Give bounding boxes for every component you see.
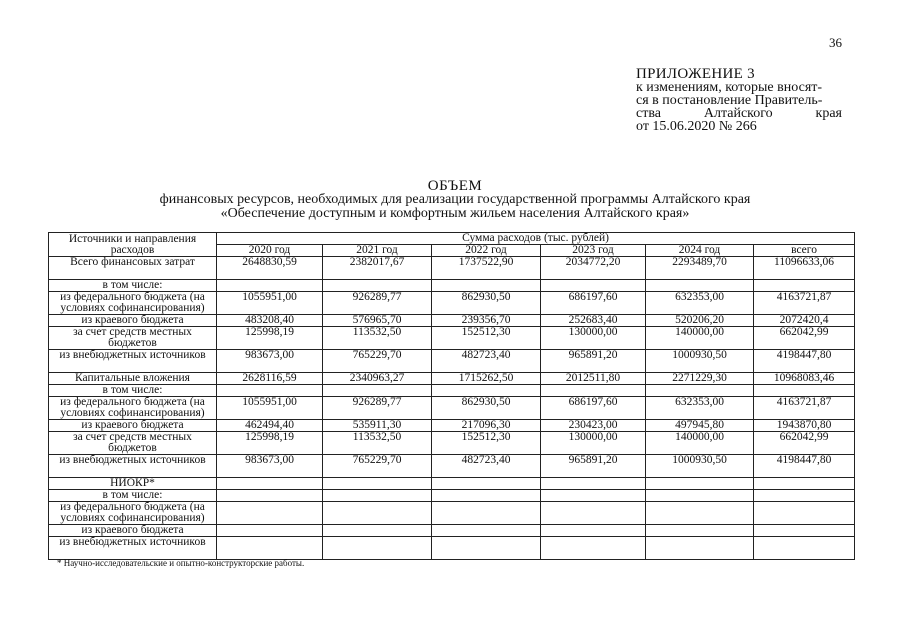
value-cell: 520206,20: [646, 315, 754, 327]
value-cell: [541, 385, 646, 397]
table-row: [49, 432, 855, 455]
table-row: [49, 490, 855, 502]
value-cell: [646, 280, 754, 292]
value-cell: 1055951,00: [217, 397, 323, 420]
value-cell: 152512,30: [432, 327, 541, 350]
value-cell: [432, 537, 541, 560]
value-cell: 2382017,67: [323, 257, 432, 280]
year-header: 2023 год: [541, 245, 646, 257]
appendix-line: к изменениям, которые вносят-: [636, 80, 823, 95]
value-cell: 632353,00: [646, 292, 754, 315]
value-cell: 483208,40: [217, 315, 323, 327]
value-cell: 1055951,00: [217, 292, 323, 315]
value-cell: 217096,30: [432, 420, 541, 432]
value-cell: [323, 385, 432, 397]
value-cell: [646, 537, 754, 560]
row-label: из краевого бюджета: [49, 525, 217, 537]
row-label: в том числе:: [49, 385, 217, 397]
value-cell: [541, 525, 646, 537]
value-cell: 765229,70: [323, 455, 432, 478]
table-row: [49, 525, 855, 537]
footnote: * Научно-исследовательские и опытно-конструкторские работы.: [57, 558, 305, 568]
title-line: «Обеспечение доступным и комфортным жильем населения Алтайского края»: [220, 206, 690, 221]
page-number: 36: [829, 35, 842, 50]
value-cell: 4198447,80: [754, 350, 855, 373]
value-cell: 926289,77: [323, 292, 432, 315]
value-cell: 140000,00: [646, 432, 754, 455]
value-cell: 1943870,80: [754, 420, 855, 432]
value-cell: 862930,50: [432, 292, 541, 315]
value-cell: 130000,00: [541, 432, 646, 455]
value-cell: [323, 525, 432, 537]
row-label: из федерального бюджета (на условиях софинансирования): [49, 502, 217, 525]
value-cell: 2072420,4: [754, 315, 855, 327]
value-cell: 632353,00: [646, 397, 754, 420]
value-cell: [541, 502, 646, 525]
value-cell: 2340963,27: [323, 373, 432, 385]
value-cell: [432, 502, 541, 525]
value-cell: [754, 525, 855, 537]
value-cell: 152512,30: [432, 432, 541, 455]
row-label: из внебюджетных источников: [49, 455, 217, 478]
expenses-table: [48, 232, 855, 560]
value-cell: [541, 490, 646, 502]
value-cell: [217, 525, 323, 537]
title-line: финансовых ресурсов, необходимых для реализации государственной программы Алтайского края: [159, 192, 751, 207]
table-row: [49, 315, 855, 327]
table-row: [49, 397, 855, 420]
year-header: 2020 год: [217, 245, 323, 257]
source-header: Источники и направления расходов: [49, 233, 217, 257]
value-cell: 576965,70: [323, 315, 432, 327]
value-cell: 662042,99: [754, 327, 855, 350]
value-cell: [217, 490, 323, 502]
value-cell: 130000,00: [541, 327, 646, 350]
value-cell: [646, 502, 754, 525]
value-cell: [217, 478, 323, 490]
value-cell: 926289,77: [323, 397, 432, 420]
value-cell: 965891,20: [541, 350, 646, 373]
document-title: [40, 179, 870, 221]
value-cell: 482723,40: [432, 350, 541, 373]
value-cell: 1000930,50: [646, 455, 754, 478]
value-cell: 462494,40: [217, 420, 323, 432]
value-cell: [432, 490, 541, 502]
value-cell: 252683,40: [541, 315, 646, 327]
value-cell: [541, 478, 646, 490]
value-cell: [646, 385, 754, 397]
table-row: [49, 280, 855, 292]
value-cell: 535911,30: [323, 420, 432, 432]
row-label: из внебюджетных источников: [49, 537, 217, 560]
table-row: [49, 478, 855, 490]
value-cell: [323, 478, 432, 490]
value-cell: 1737522,90: [432, 257, 541, 280]
year-header: 2021 год: [323, 245, 432, 257]
row-label: Всего финансовых затрат: [49, 257, 217, 280]
row-label: из внебюджетных источников: [49, 350, 217, 373]
value-cell: 10968083,46: [754, 373, 855, 385]
value-cell: 862930,50: [432, 397, 541, 420]
appendix-line: от 15.06.2020 № 266: [636, 119, 757, 134]
value-cell: [217, 385, 323, 397]
value-cell: [541, 537, 646, 560]
value-cell: 2271229,30: [646, 373, 754, 385]
row-label: Капитальные вложения: [49, 373, 217, 385]
value-cell: 686197,60: [541, 397, 646, 420]
value-cell: [646, 525, 754, 537]
value-cell: 686197,60: [541, 292, 646, 315]
value-cell: 2628116,59: [217, 373, 323, 385]
row-label: в том числе:: [49, 280, 217, 292]
row-label: за счет средств местных бюджетов: [49, 327, 217, 350]
table-row: [49, 257, 855, 280]
value-cell: 140000,00: [646, 327, 754, 350]
value-cell: 965891,20: [541, 455, 646, 478]
value-cell: [217, 537, 323, 560]
table-row: [49, 455, 855, 478]
value-cell: 4163721,87: [754, 292, 855, 315]
value-cell: [754, 478, 855, 490]
title-line: ОБЪЕМ: [427, 178, 483, 194]
value-cell: [754, 280, 855, 292]
value-cell: 4163721,87: [754, 397, 855, 420]
value-cell: 2648830,59: [217, 257, 323, 280]
value-cell: [646, 478, 754, 490]
value-cell: 983673,00: [217, 350, 323, 373]
value-cell: 230423,00: [541, 420, 646, 432]
value-cell: [323, 490, 432, 502]
table-row: [49, 385, 855, 397]
table-row: [49, 537, 855, 560]
value-cell: [217, 502, 323, 525]
row-label: НИОКР*: [49, 478, 217, 490]
value-cell: [323, 502, 432, 525]
value-cell: [217, 280, 323, 292]
table-row: [49, 502, 855, 525]
amount-header: Сумма расходов (тыс. рублей): [217, 233, 855, 245]
value-cell: 125998,19: [217, 327, 323, 350]
row-label: в том числе:: [49, 490, 217, 502]
value-cell: 1000930,50: [646, 350, 754, 373]
table-row: [49, 420, 855, 432]
row-label: из федерального бюджета (на условиях софинансирования): [49, 292, 217, 315]
value-cell: [754, 385, 855, 397]
value-cell: 113532,50: [323, 327, 432, 350]
value-cell: [432, 385, 541, 397]
value-cell: 482723,40: [432, 455, 541, 478]
row-label: из краевого бюджета: [49, 315, 217, 327]
table-row: [49, 350, 855, 373]
table-row: [49, 292, 855, 315]
value-cell: 2012511,80: [541, 373, 646, 385]
appendix-heading: ПРИЛОЖЕНИЕ 3: [636, 66, 755, 82]
value-cell: [754, 537, 855, 560]
value-cell: [646, 490, 754, 502]
value-cell: 125998,19: [217, 432, 323, 455]
value-cell: 662042,99: [754, 432, 855, 455]
row-label: из краевого бюджета: [49, 420, 217, 432]
value-cell: [432, 478, 541, 490]
table-row: [49, 373, 855, 385]
value-cell: [323, 280, 432, 292]
table-row: [49, 327, 855, 350]
value-cell: 1715262,50: [432, 373, 541, 385]
value-cell: 2034772,20: [541, 257, 646, 280]
value-cell: 4198447,80: [754, 455, 855, 478]
value-cell: [432, 280, 541, 292]
row-label: за счет средств местных бюджетов: [49, 432, 217, 455]
value-cell: 497945,80: [646, 420, 754, 432]
year-header: 2022 год: [432, 245, 541, 257]
value-cell: 765229,70: [323, 350, 432, 373]
value-cell: [323, 537, 432, 560]
appendix-line: ся в постановление Правитель-: [636, 93, 823, 108]
value-cell: 11096633,06: [754, 257, 855, 280]
value-cell: [754, 490, 855, 502]
value-cell: 983673,00: [217, 455, 323, 478]
appendix-block: [636, 68, 842, 133]
value-cell: [541, 280, 646, 292]
row-label: из федерального бюджета (на условиях софинансирования): [49, 397, 217, 420]
appendix-line: ства Алтайского края: [636, 106, 842, 121]
year-header: 2024 год: [646, 245, 754, 257]
value-cell: 239356,70: [432, 315, 541, 327]
value-cell: [432, 525, 541, 537]
value-cell: [754, 502, 855, 525]
value-cell: 2293489,70: [646, 257, 754, 280]
year-header: всего: [754, 245, 855, 257]
value-cell: 113532,50: [323, 432, 432, 455]
